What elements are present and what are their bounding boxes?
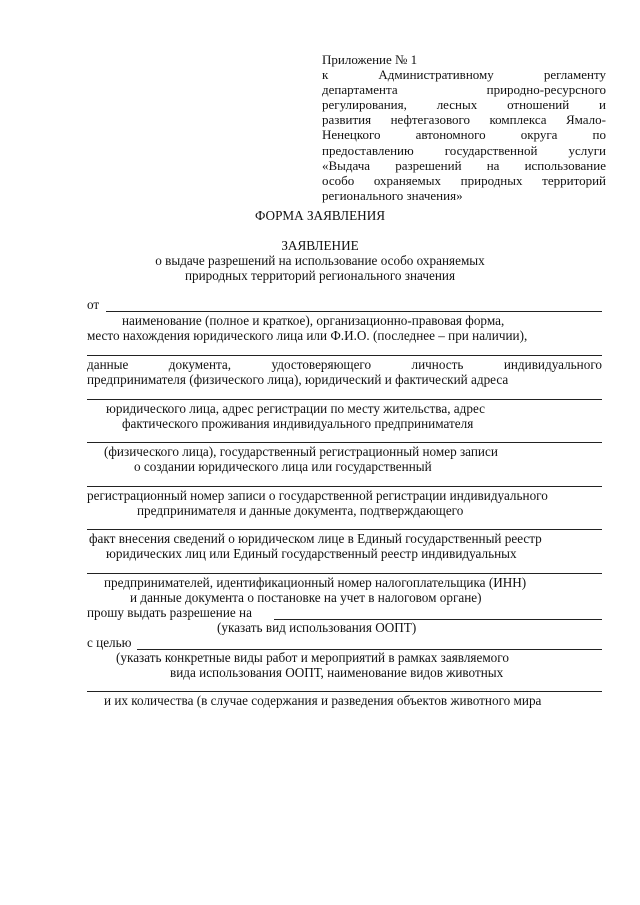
field-hint: место нахождения юридического лица или Ф.И.О. (последнее – при наличии), [87, 328, 528, 343]
field-hint: о создании юридического лица или государственный [134, 459, 432, 474]
field-hint: (указать конкретные виды работ и мероприятий в рамках заявляемого [116, 650, 509, 665]
applicant-input-line[interactable] [106, 311, 602, 312]
field-hint: предпринимателя (физического лица), юридический и фактический адреса [87, 372, 509, 387]
field-hint: наименование (полное и краткое), организационно-правовая форма, [122, 313, 505, 328]
appendix-line: регионального значения» [322, 187, 463, 203]
from-label: от [87, 297, 100, 312]
field-hint: данные документа, удостоверяющего личность индивидуального [87, 357, 602, 372]
appendix-line: развития нефтегазового комплекса Ямало- [322, 112, 606, 128]
field-hint: юридических лиц или Единый государственный реестр индивидуальных [106, 546, 517, 561]
appendix-line: предоставлению государственной услуги [322, 142, 606, 158]
appendix-line: Ненецкого автономного округа по [322, 127, 606, 143]
field-hint: фактического проживания индивидуального предпринимателя [122, 416, 474, 431]
appendix-line: Приложение № 1 [322, 52, 418, 67]
form-title: ФОРМА ЗАЯВЛЕНИЯ [254, 208, 386, 223]
field-hint: и их количества (в случае содержания и разведения объектов животного мира [104, 693, 542, 708]
field-hint: юридического лица, адрес регистрации по месту жительства, адрес [106, 401, 485, 416]
applicant-input-line[interactable] [87, 486, 602, 487]
field-hint: (указать вид использования ООПТ) [217, 620, 417, 635]
purpose-input-line[interactable] [87, 691, 602, 692]
purpose-label: с целью [87, 635, 132, 650]
statement-subtitle: природных территорий регионального значения [184, 268, 456, 283]
appendix-line: «Выдача разрешений на использование [322, 157, 606, 173]
applicant-input-line[interactable] [87, 399, 602, 400]
field-hint: предпринимателя и данные документа, подтверждающего [137, 503, 464, 518]
appendix-line: регулирования, лесных отношений и [322, 97, 606, 113]
appendix-note [322, 52, 606, 203]
applicant-input-line[interactable] [87, 355, 602, 356]
appendix-line: особо охраняемых природных территорий [322, 172, 606, 188]
applicant-input-line[interactable] [87, 573, 602, 574]
applicant-input-line[interactable] [87, 529, 602, 530]
field-hint: вида использования ООПТ, наименование видов животных [170, 665, 504, 680]
appendix-line: департамента природно-ресурсного [322, 82, 606, 98]
field-hint: и данные документа о постановке на учет в налоговом органе) [130, 590, 482, 605]
field-hint: предпринимателей, идентификационный номер налогоплательщика (ИНН) [104, 575, 527, 590]
statement-subtitle: о выдаче разрешений на использование особо охраняемых [155, 253, 485, 268]
field-hint: регистрационный номер записи о государственной регистрации индивидуального [87, 488, 548, 503]
applicant-input-line[interactable] [87, 442, 602, 443]
appendix-line: к Административному регламенту [322, 67, 606, 83]
statement-heading: ЗАЯВЛЕНИЕ [281, 238, 359, 253]
field-hint: (физического лица), государственный регистрационный номер записи [104, 444, 498, 459]
request-label: прошу выдать разрешение на [87, 605, 252, 620]
field-hint: факт внесения сведений о юридическом лице в Единый государственный реестр [89, 531, 542, 546]
